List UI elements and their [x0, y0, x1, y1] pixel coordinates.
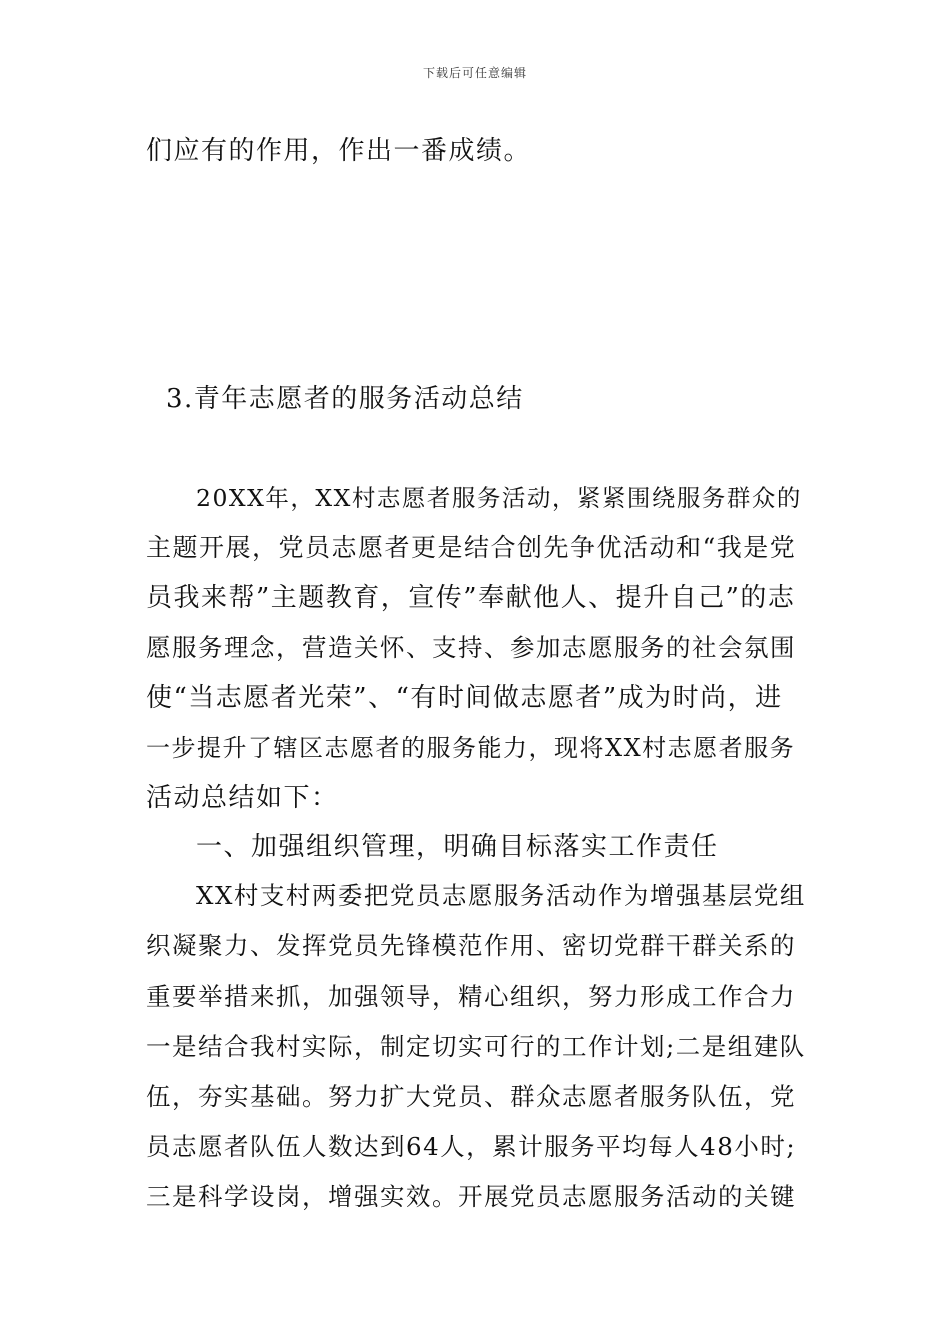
- intro-line-5: 使“当志愿者光荣”、“有时间做志愿者”成为时尚，进: [146, 683, 783, 713]
- section-title: 3.青年志愿者的服务活动总结: [166, 384, 524, 414]
- intro-line-6: 一步提升了辖区志愿者的服务能力，现将XX村志愿者服务: [146, 734, 796, 762]
- intro-line-7: 活动总结如下：: [146, 783, 339, 813]
- body-line-4: 一是结合我村实际，制定切实可行的工作计划;二是组建队: [146, 1032, 806, 1061]
- intro-line-1: 20XX年，XX村志愿者服务活动，紧紧围绕服务群众的: [196, 484, 802, 512]
- body-line-5: 伍，夯实基础。努力扩大党员、群众志愿者服务队伍，党: [146, 1082, 796, 1111]
- body-line-1: XX村支村两委把党员志愿服务活动作为增强基层党组: [196, 881, 806, 910]
- continuation-line: 们应有的作用，作出一番成绩。: [146, 136, 532, 166]
- page-header-note: 下载后可任意编辑: [422, 66, 527, 80]
- body-line-7: 三是科学设岗，增强实效。开展党员志愿服务活动的关键: [146, 1182, 796, 1211]
- intro-line-4: 愿服务理念，营造关怀、支持、参加志愿服务的社会氛围: [146, 633, 796, 662]
- intro-line-2: 主题开展，党员志愿者更是结合创先争优活动和“我是党: [146, 533, 797, 562]
- subheading: 一、加强组织管理，明确目标落实工作责任: [196, 832, 719, 862]
- body-line-3: 重要举措来抓，加强领导，精心组织，努力形成工作合力: [146, 982, 796, 1011]
- body-line-6: 员志愿者队伍人数达到64人，累计服务平均每人48小时;: [146, 1132, 797, 1161]
- intro-line-3: 员我来帮”主题教育，宣传”奉献他人、提升自己”的志: [146, 583, 796, 613]
- body-line-2: 织凝聚力、发挥党员先锋模范作用、密切党群干群关系的: [146, 931, 796, 960]
